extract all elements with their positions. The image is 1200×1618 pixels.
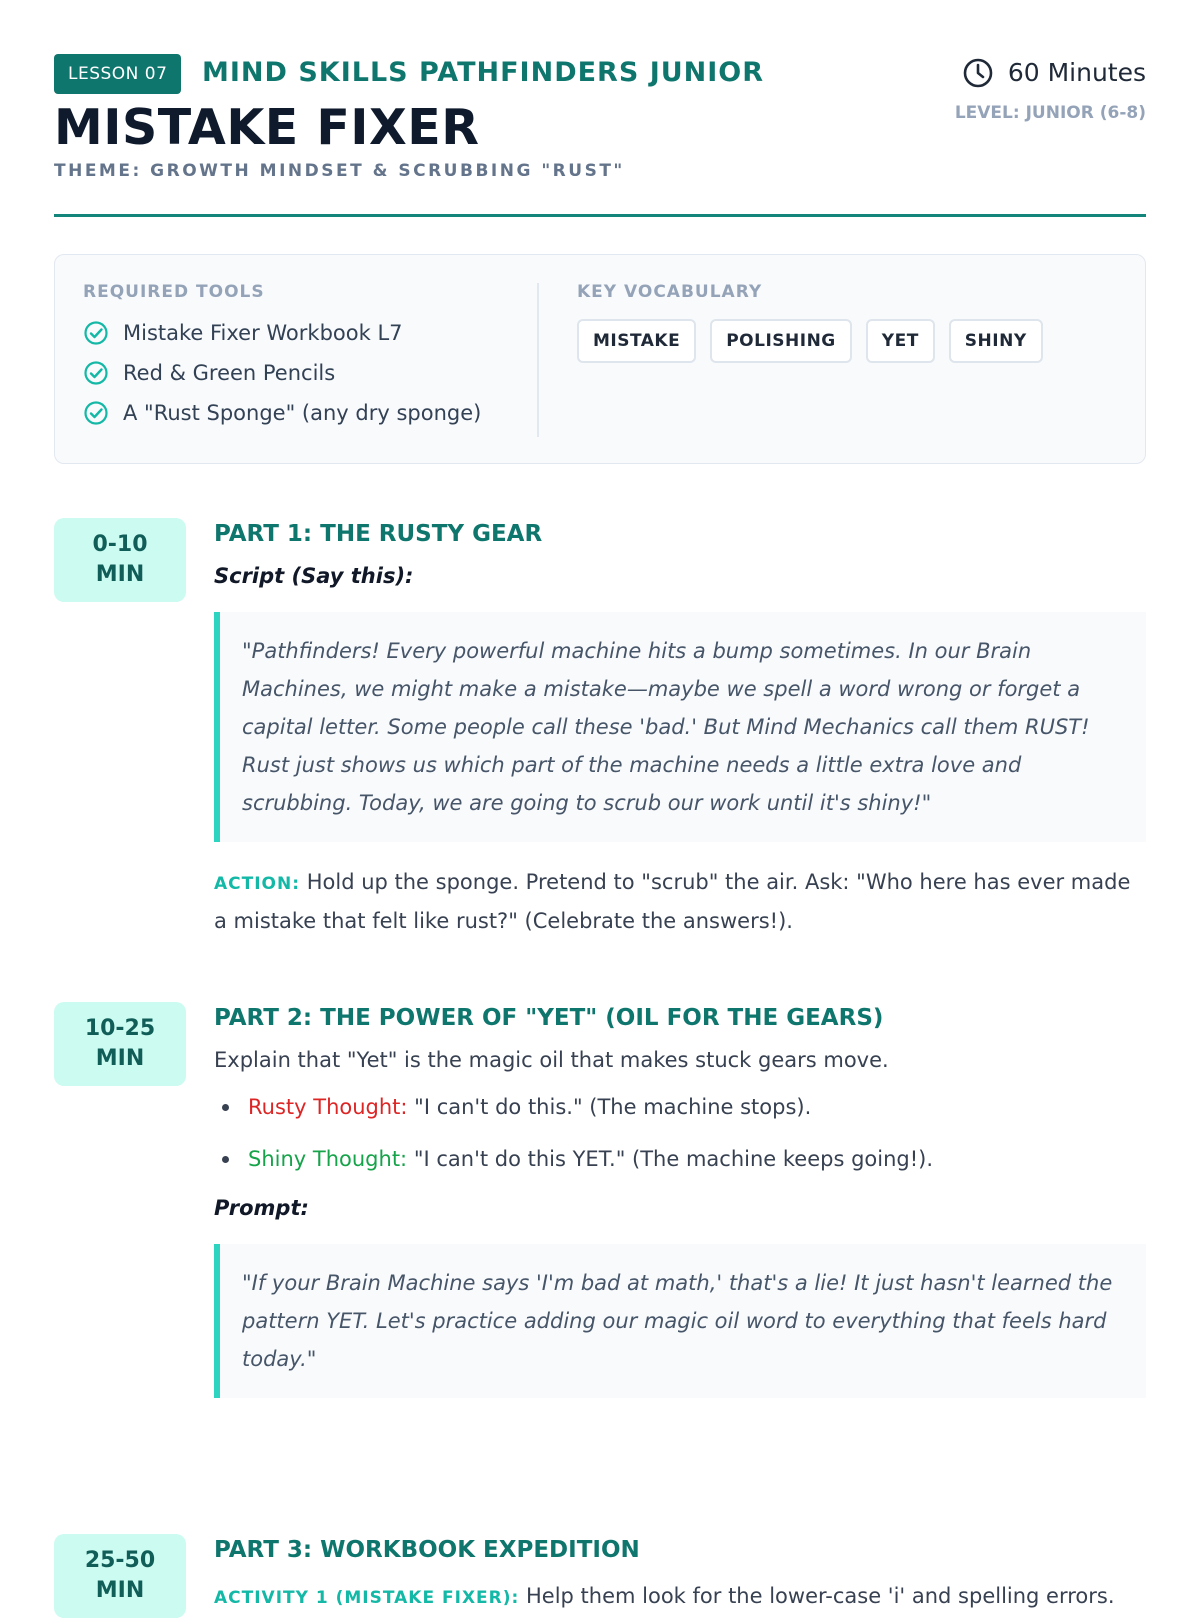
lesson-number-badge: LESSON 07: [54, 54, 181, 94]
vocab-chip: POLISHING: [710, 319, 852, 363]
thought-text: "I can't do this YET." (The machine keeps going!).: [407, 1147, 934, 1171]
key-vocabulary-heading: KEY VOCABULARY: [577, 282, 763, 302]
tool-label: Mistake Fixer Workbook L7: [123, 321, 403, 345]
prompt-label: Prompt:: [214, 1196, 309, 1220]
rusty-thought-label: Rusty Thought:: [248, 1095, 408, 1119]
thought-list: [214, 1090, 1146, 1176]
vocab-chip: MISTAKE: [577, 319, 696, 363]
prompt-quote: "If your Brain Machine says 'I'm bad at math,' that's a lie! It just hasn't learned the pattern YET. Let's practice adding our magic oil word to everything that feels hard today.": [214, 1244, 1146, 1398]
lesson-title: MISTAKE FIXER: [54, 99, 480, 156]
action-label: ACTION:: [214, 874, 301, 894]
level-label: LEVEL: JUNIOR (6-8): [954, 103, 1146, 123]
list-item: [83, 353, 523, 393]
key-vocabulary: [577, 281, 1117, 363]
action-text: Hold up the sponge. Pretend to "scrub" the air. Ask: "Who here has ever made a mistake that felt like rust?" (Celebrate the answers!).: [214, 870, 1131, 933]
time-unit: MIN: [95, 1046, 145, 1071]
time-badge: [54, 1002, 186, 1086]
part-content: [214, 1534, 1146, 1617]
required-tools: [83, 281, 523, 433]
activity-note: [214, 1578, 1146, 1617]
tool-label: A "Rust Sponge" (any dry sponge): [123, 401, 482, 425]
time-range: 0-10: [92, 532, 148, 557]
tool-list: [83, 313, 523, 433]
time-range: 10-25: [84, 1016, 156, 1041]
list-item: [83, 393, 523, 433]
part-title: PART 3: WORKBOOK EXPEDITION: [214, 1537, 640, 1563]
lesson-theme: THEME: GROWTH MINDSET & SCRUBBING "RUST": [54, 161, 625, 181]
part-intro: Explain that "Yet" is the magic oil that makes stuck gears move.: [214, 1048, 889, 1072]
time-badge: [54, 1534, 186, 1618]
time-badge: [54, 518, 186, 602]
script-label: Script (Say this):: [214, 564, 414, 588]
time-unit: MIN: [95, 562, 145, 587]
tool-label: Red & Green Pencils: [123, 361, 336, 385]
check-circle-icon: [83, 400, 109, 426]
time-unit: MIN: [95, 1578, 145, 1603]
script-quote: "Pathfinders! Every powerful machine hits a bump sometimes. In our Brain Machines, we might make a mistake—maybe we spell a word wrong or forget a capital letter. Some people call these 'bad.' But Mind Mechanics call them RUST! Rust just shows us which part of the machine needs a little extra love and scrubbing. Today, we are going to scrub our work until it's shiny!": [214, 612, 1146, 842]
thought-text: "I can't do this." (The machine stops).: [407, 1095, 812, 1119]
part-title: PART 2: THE POWER OF "YET" (OIL FOR THE GEARS): [214, 1005, 884, 1031]
activity-label: ACTIVITY 1 (MISTAKE FIXER):: [214, 1588, 520, 1608]
vocab-chip: YET: [866, 319, 935, 363]
clock-icon: [962, 57, 994, 89]
shiny-thought-label: Shiny Thought:: [248, 1147, 408, 1171]
part-content: [214, 1002, 1146, 1398]
check-circle-icon: [83, 320, 109, 346]
time-range: 25-50: [84, 1548, 156, 1573]
lesson-overview-box: [54, 254, 1146, 464]
duration-text: 60 Minutes: [1007, 58, 1146, 87]
vocab-chip: SHINY: [949, 319, 1043, 363]
duration: [962, 56, 1146, 90]
program-title: MIND SKILLS PATHFINDERS JUNIOR: [202, 57, 765, 88]
bullet-icon: [222, 1156, 229, 1163]
action-note: [214, 864, 1146, 940]
divider: [537, 283, 539, 437]
lesson-header: [54, 54, 1146, 217]
part-title: PART 1: THE RUSTY GEAR: [214, 521, 543, 547]
check-circle-icon: [83, 360, 109, 386]
activity-text: Help them look for the lower-case 'i' and spelling errors.: [519, 1584, 1115, 1608]
list-item: [214, 1142, 1146, 1176]
list-item: [83, 313, 523, 353]
vocab-list: [577, 319, 1117, 363]
required-tools-heading: REQUIRED TOOLS: [83, 282, 265, 302]
part-content: [214, 518, 1146, 940]
bullet-icon: [222, 1104, 229, 1111]
list-item: [214, 1090, 1146, 1124]
